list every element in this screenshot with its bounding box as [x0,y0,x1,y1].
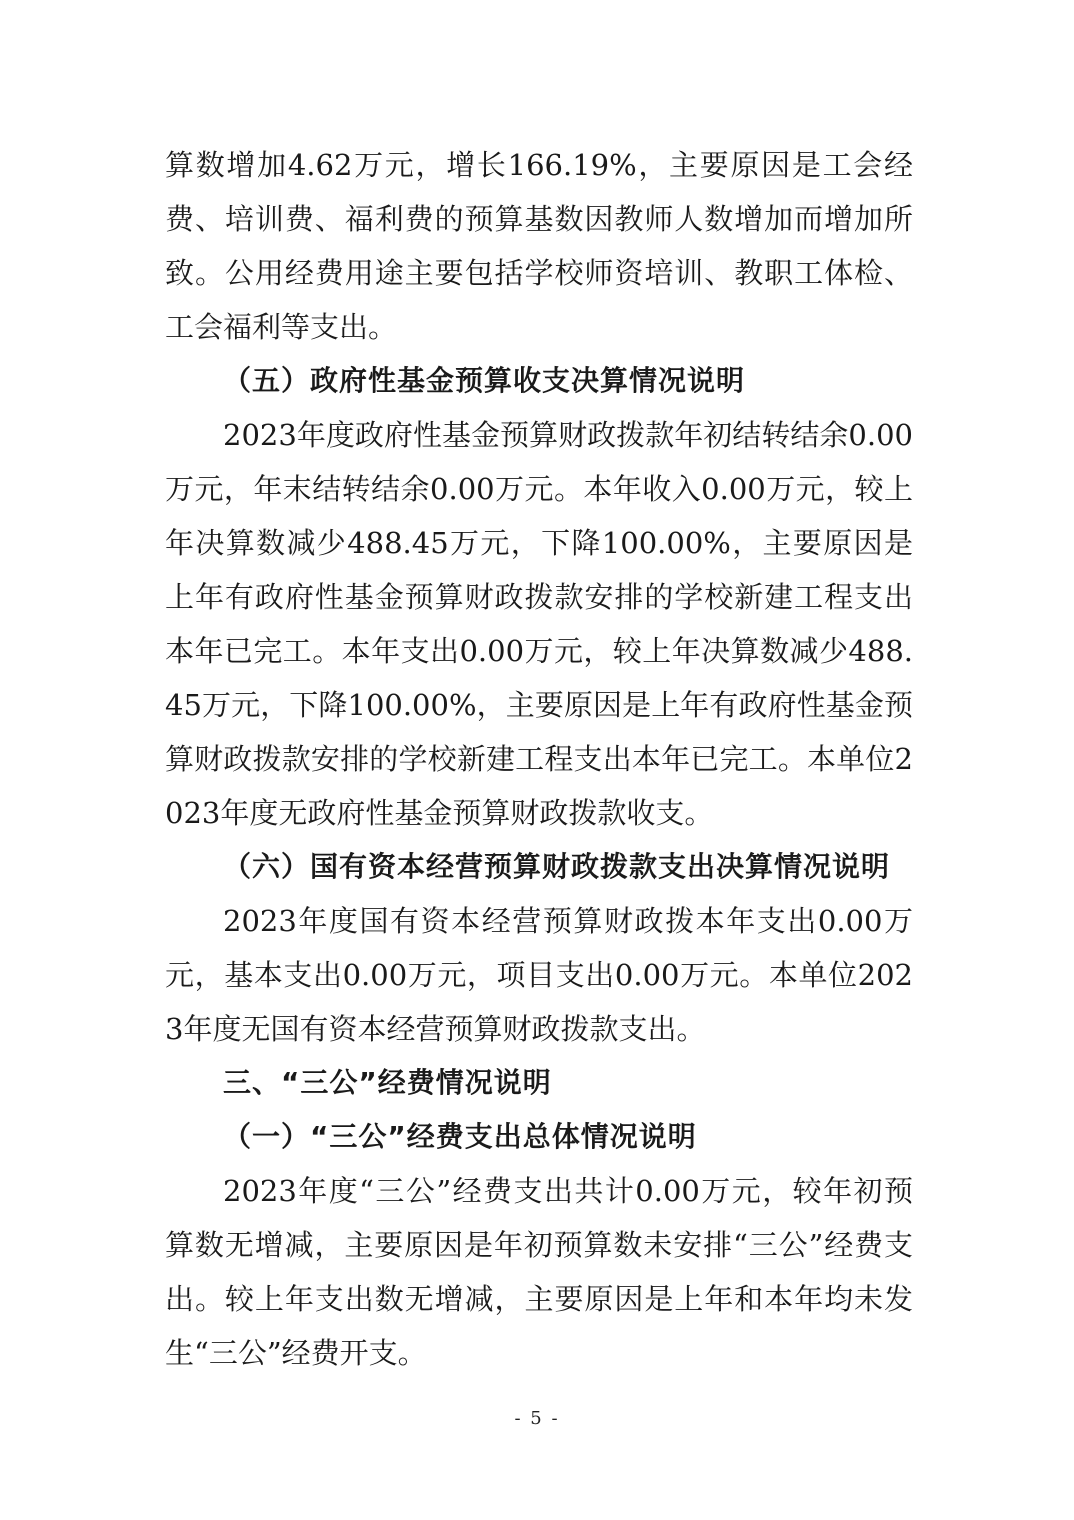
paragraph-state-capital-budget: 2023年度国有资本经营预算财政拨本年支出0.00万元，基本支出0.00万元，项目支出0.00万元。本单位2023年度无国有资本经营预算财政拨款支出。 [165,904,913,1046]
document-body [165,138,913,1380]
heading-state-capital-budget: （六）国有资本经营预算财政拨款支出决算情况说明 [223,850,891,883]
heading-three-public-expenses: 三、“三公”经费情况说明 [223,1066,552,1099]
paragraph-three-public-overall: 2023年度“三公”经费支出共计0.00万元，较年初预算数无增减，主要原因是年初预算数未安排“三公”经费支出。较上年支出数无增减，主要原因是上年和本年均未发生“三公”经费开支。 [165,1174,913,1370]
heading-three-public-overall: （一）“三公”经费支出总体情况说明 [223,1120,697,1153]
heading-government-fund-budget: （五）政府性基金预算收支决算情况说明 [223,364,746,397]
paragraph-public-funds-continued: 算数增加4.62万元，增长166.19%，主要原因是工会经费、培训费、福利费的预算基数因教师人数增加而增加所致。公用经费用途主要包括学校师资培训、教职工体检、工会福利等支出。 [165,148,913,344]
paragraph-government-fund-budget: 2023年度政府性基金预算财政拨款年初结转结余0.00万元，年末结转结余0.00万元。本年收入0.00万元，较上年决算数减少488.45万元，下降100.00%，主要原因是上年有政府性基金预算财政拨款安排的学校新建工程支出本年已完工。本年支出0.00万元，较上年决算数减少488.45万元，下降100.00%，主要原因是上年有政府性基金预算财政拨款安排的学校新建工程支出本年已完工。本单位2023年度无政府性基金预算财政拨款收支。 [165,418,913,830]
page-number: - 5 - [514,1408,560,1429]
